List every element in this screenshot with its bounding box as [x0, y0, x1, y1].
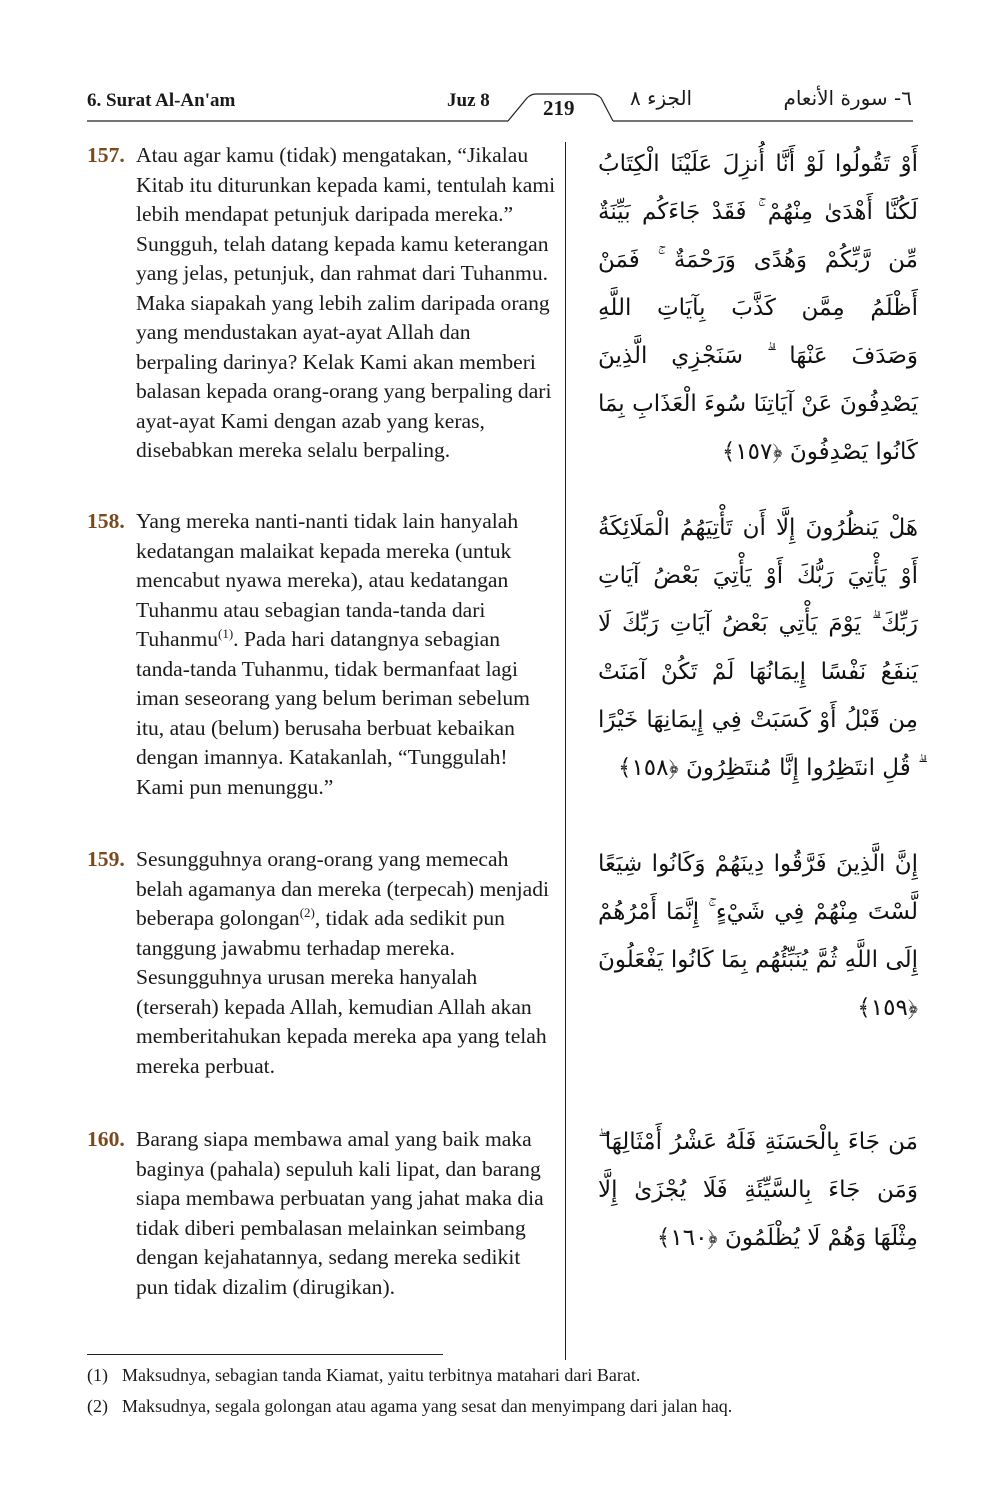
verse-number: 160.	[87, 1127, 125, 1151]
footnote-2	[87, 1396, 732, 1417]
verse-text: Atau agar kamu (tidak) mengatakan, “Jikalau Kitab itu diturunkan kepada kami, tentulah kami lebih mendapat petunjuk daripada mereka.” Sungguh, telah datang kepada kamu keterangan yang jelas, petunjuk, dan rahmat dari Tuhanmu. Maka siapakah yang lebih zalim daripada orang yang mendustakan ayat-ayat Allah dan berpaling darinya? Kelak Kami akan memberi balasan kepada orang-orang yang berpaling dari ayat-ayat Kami dengan azab yang keras, disebabkan mereka selalu berpaling.	[136, 143, 556, 462]
verse-number: 159.	[87, 847, 125, 871]
surah-title: 6. Surat Al-An'am	[87, 90, 236, 111]
verse-159-translation	[87, 845, 557, 1081]
verse-text-part: Yang mereka nanti-nanti tidak lain hanyalah kedatangan malaikat kepada mereka (untuk mencabut nyawa mereka), atau kedatangan Tuhanmu atau sebagian tanda-tanda dari Tuhanmu	[136, 509, 519, 651]
footnote-text: Maksudnya, sebagian tanda Kiamat, yaitu terbitnya matahari dari Barat.	[122, 1365, 641, 1385]
verse-text	[136, 507, 557, 802]
footnote-ref-2[interactable]: (2)	[299, 904, 315, 920]
footnote-text: Maksudnya, segala golongan atau agama yang sesat dan menyimpang dari jalan haq.	[122, 1396, 733, 1416]
verse-159-arabic: إِنَّ الَّذِينَ فَرَّقُوا دِينَهُمْ وَكَانُوا شِيَعًا لَّسْتَ مِنْهُمْ فِي شَيْءٍ ۚ إِنَّمَا أَمْرُهُمْ إِلَى اللَّهِ ثُمَّ يُنَبِّئُهُم بِمَا كَانُوا يَفْعَلُونَ ﴿١٥٩﴾	[598, 851, 918, 1021]
verse-number: 157.	[87, 143, 125, 167]
verse-158-arabic: هَلْ يَنظُرُونَ إِلَّا أَن تَأْتِيَهُمُ الْمَلَائِكَةُ أَوْ يَأْتِيَ رَبُّكَ أَوْ يَأْتِيَ بَعْضُ آيَاتِ رَبِّكَ ۗ يَوْمَ يَأْتِي بَعْضُ آيَاتِ رَبِّكَ لَا يَنفَعُ نَفْسًا إِيمَانُهَا لَمْ تَكُنْ آمَنَتْ مِن قَبْلُ أَوْ كَسَبَتْ فِي إِيمَانِهَا خَيْرًا ۗ قُلِ انتَظِرُوا إِنَّا مُنتَظِرُونَ ﴿١٥٨﴾	[598, 515, 918, 781]
juz-label-arabic: الجزء ٨	[630, 86, 693, 110]
header-frame	[0, 0, 1000, 140]
verse-text-part: , tidak ada sedikit pun tanggung jawabmu terhadap mereka. Sesungguhnya urusan mereka hanyalah (terserah) kepada Allah, kemudian Allah akan memberitahukan kepada mereka apa yang telah mereka perbuat.	[136, 906, 547, 1078]
verse-text-part: Sesungguhnya orang-orang yang memecah belah agamanya dan mereka (terpecah) menjadi beberapa golongan	[136, 847, 550, 930]
verse-157-arabic: أَوْ تَقُولُوا لَوْ أَنَّا أُنزِلَ عَلَيْنَا الْكِتَابُ لَكُنَّا أَهْدَىٰ مِنْهُمْ ۚ فَقَدْ جَاءَكُم بَيِّنَةٌ مِّن رَّبِّكُمْ وَهُدًى وَرَحْمَةٌ ۚ فَمَنْ أَظْلَمُ مِمَّن كَذَّبَ بِآيَاتِ اللَّهِ وَصَدَفَ عَنْهَا ۗ سَنَجْزِي الَّذِينَ يَصْدِفُونَ عَنْ آيَاتِنَا سُوءَ الْعَذَابِ بِمَا كَانُوا يَصْدِفُونَ ﴿١٥٧﴾	[598, 151, 918, 465]
verse-text: Barang siapa membawa amal yang baik maka baginya (pahala) sepuluh kali lipat, dan barang siapa membawa perbuatan yang jahat maka dia tidak diberi pembalasan melainkan seimbang dengan kejahatannya, sedang mereka sedikit pun tidak dizalim (dirugikan).	[136, 1127, 544, 1299]
footnote-mark: (1)	[87, 1365, 108, 1385]
juz-label: Juz 8	[447, 90, 490, 111]
page-number: 219	[543, 96, 575, 120]
column-divider	[565, 142, 566, 1360]
footnote-ref-1[interactable]: (1)	[218, 625, 234, 641]
verse-160-arabic: مَن جَاءَ بِالْحَسَنَةِ فَلَهُ عَشْرُ أَمْثَالِهَا ۖ وَمَن جَاءَ بِالسَّيِّئَةِ فَلَا يُجْزَىٰ إِلَّا مِثْلَهَا وَهُمْ لَا يُظْلَمُونَ ﴿١٦٠﴾	[598, 1129, 918, 1251]
verse-157-translation	[87, 141, 557, 466]
surah-title-arabic: ٦- سورة الأنعام	[783, 86, 912, 110]
verse-158-translation	[87, 507, 557, 802]
verse-text-part: . Pada hari datangnya sebagian tanda-tanda Tuhanmu, tidak bermanfaat lagi iman seseorang yang belum beriman sebelum itu, atau (belum) berusaha berbuat kebaikan dengan imannya. Katakanlah, “Tunggulah! Kami pun menunggu.”	[136, 627, 530, 799]
footnote-1	[87, 1365, 640, 1386]
footnote-mark: (2)	[87, 1396, 108, 1416]
footnote-rule	[87, 1354, 443, 1355]
verse-160-translation	[87, 1125, 557, 1302]
verse-number: 158.	[87, 509, 125, 533]
verse-text	[136, 845, 557, 1081]
